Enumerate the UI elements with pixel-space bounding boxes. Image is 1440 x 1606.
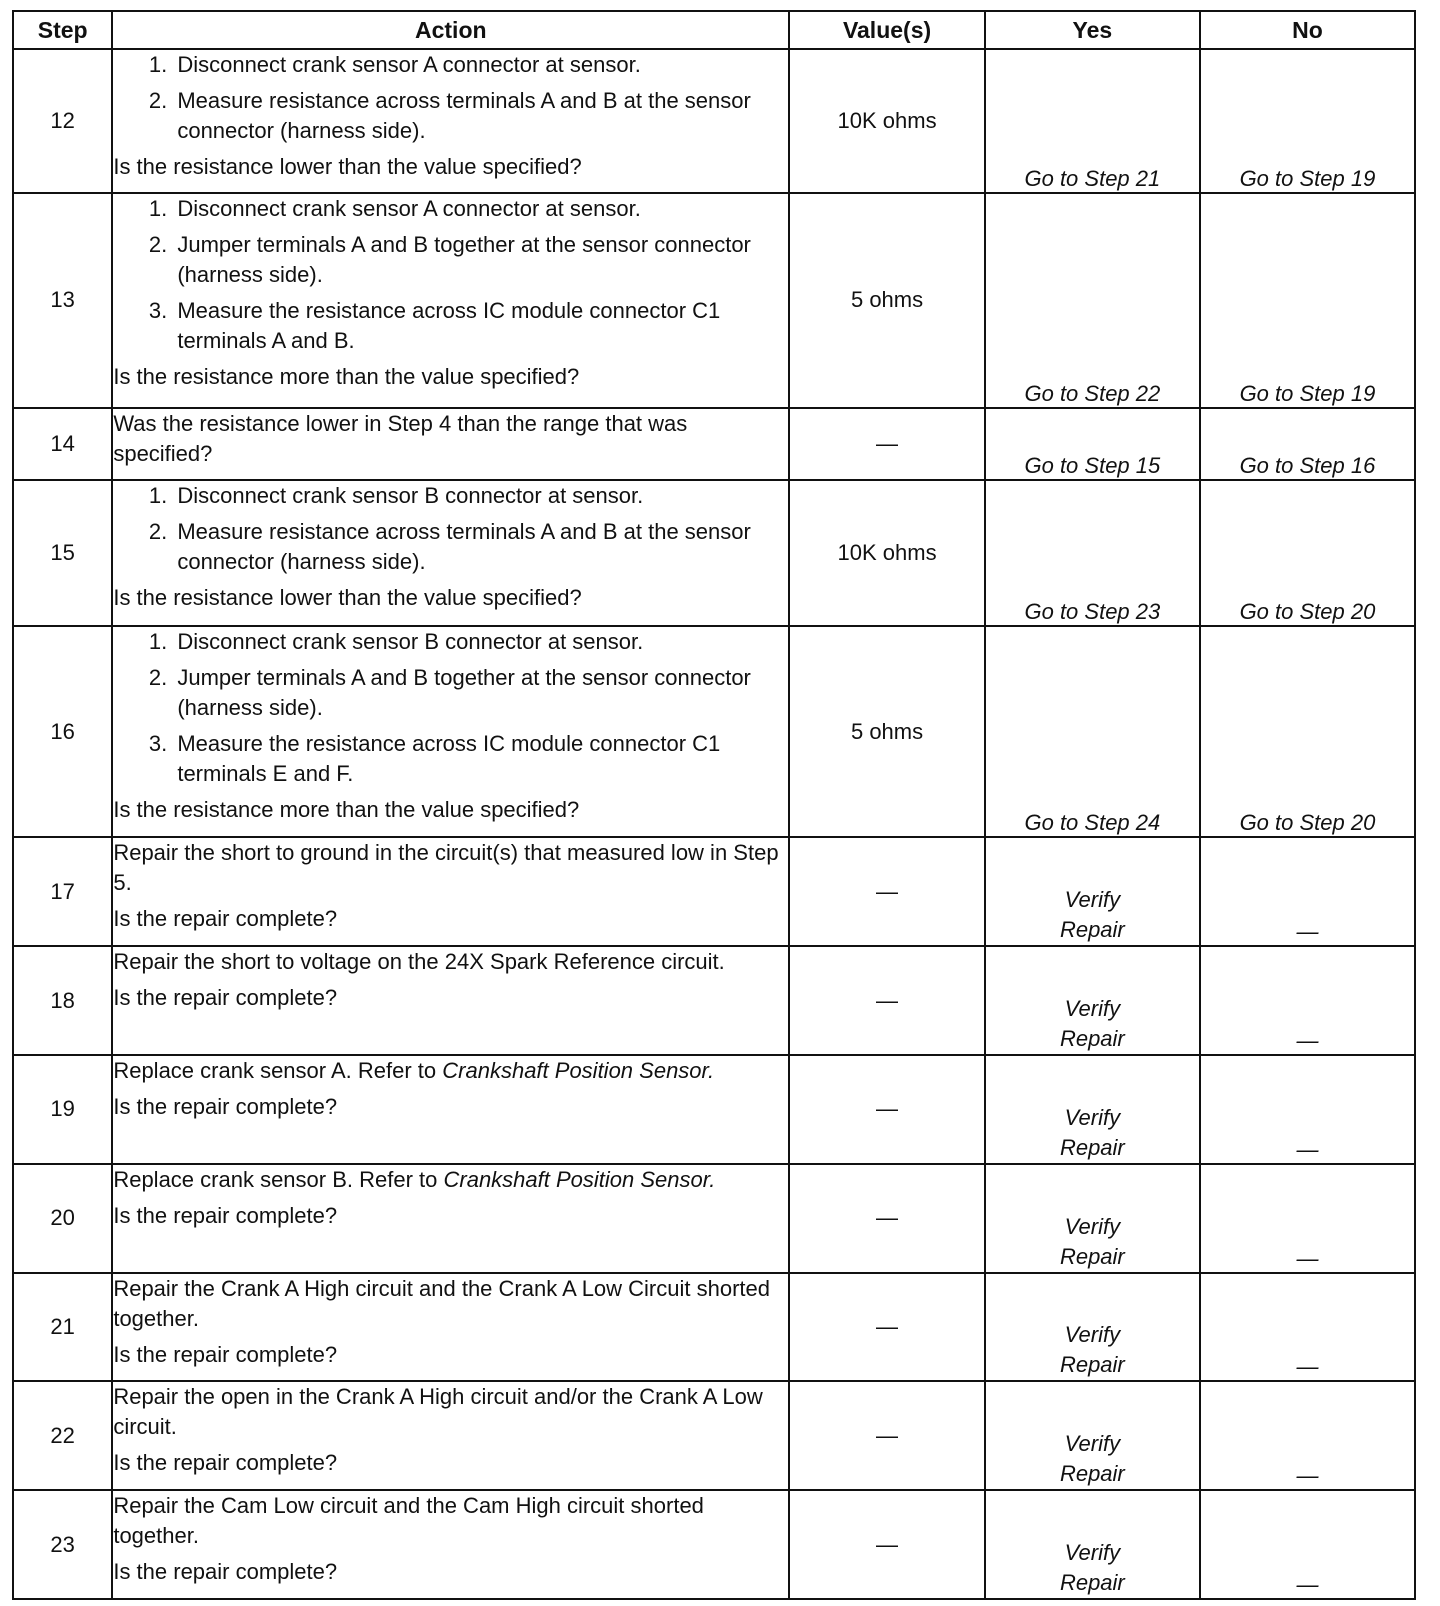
step-number: 19	[13, 1055, 112, 1164]
step-number: 17	[13, 837, 112, 946]
step-yes	[985, 837, 1200, 946]
step-action	[112, 1164, 789, 1273]
yes-verify: Verify	[1064, 1104, 1121, 1130]
step-action	[112, 1381, 789, 1490]
step-yes: Go to Step 15	[985, 408, 1200, 480]
action-item: 3. Measure the resistance across IC module connector C1 terminals E and F.	[173, 729, 788, 789]
step-row-15	[13, 480, 1415, 626]
action-item: 3. Measure the resistance across IC module connector C1 terminals A and B.	[173, 296, 788, 356]
step-no: —	[1200, 1381, 1415, 1490]
step-no: —	[1200, 946, 1415, 1055]
step-yes: Go to Step 23	[985, 480, 1200, 626]
step-value: —	[789, 1381, 985, 1490]
step-question: Is the repair complete?	[113, 1559, 338, 1585]
step-number: 20	[13, 1164, 112, 1273]
step-number: 21	[13, 1273, 112, 1382]
step-value: 10K ohms	[789, 480, 985, 626]
step-no: Go to Step 16	[1200, 408, 1415, 480]
step-action	[112, 626, 789, 837]
step-no: —	[1200, 1055, 1415, 1164]
step-action	[112, 193, 789, 409]
step-yes	[985, 946, 1200, 1055]
step-action	[112, 1490, 789, 1599]
step-row-23	[13, 1490, 1415, 1599]
step-question: Is the repair complete?	[113, 1093, 338, 1119]
action-item: 2. Measure resistance across terminals A and B at the sensor connector (harness side).	[173, 86, 788, 146]
step-instruction: Repair the short to ground in the circuit(s) that measured low in Step 5.	[113, 840, 779, 896]
yes-verify: Verify	[1064, 1322, 1121, 1348]
step-yes: Go to Step 24	[985, 626, 1200, 837]
action-item: 1. Disconnect crank sensor B connector at sensor.	[173, 481, 788, 511]
instruction-reference: Crankshaft Position Sensor.	[442, 1057, 715, 1083]
step-row-16	[13, 626, 1415, 837]
step-value: —	[789, 1273, 985, 1382]
step-action	[112, 49, 789, 193]
step-question: Is the resistance lower than the value specified?	[113, 154, 582, 179]
instruction-reference: Crankshaft Position Sensor.	[443, 1166, 716, 1192]
action-list	[113, 50, 788, 146]
step-value: —	[789, 946, 985, 1055]
step-yes	[985, 1490, 1200, 1599]
yes-repair: Repair	[1059, 1025, 1125, 1051]
action-list	[113, 627, 788, 789]
step-row-13	[13, 193, 1415, 409]
action-item: 1. Disconnect crank sensor A connector at sensor.	[173, 50, 788, 80]
step-number: 16	[13, 626, 112, 837]
action-list	[113, 194, 788, 356]
step-number: 12	[13, 49, 112, 193]
step-instruction	[113, 1165, 788, 1195]
step-action	[112, 480, 789, 626]
step-number: 22	[13, 1381, 112, 1490]
step-value: —	[789, 408, 985, 480]
step-row-12	[13, 49, 1415, 193]
yes-verify: Verify	[1064, 1540, 1121, 1565]
action-item: 2. Jumper terminals A and B together at the sensor connector (harness side).	[173, 663, 788, 723]
step-no: Go to Step 20	[1200, 480, 1415, 626]
yes-repair: Repair	[1059, 1570, 1125, 1595]
header-row	[13, 11, 1415, 49]
instruction-text: Replace crank sensor A. Refer to	[113, 1057, 437, 1083]
step-action	[112, 837, 789, 946]
step-instruction: Repair the short to voltage on the 24X Spark Reference circuit.	[113, 949, 725, 975]
header-yes: Yes	[985, 11, 1200, 49]
yes-verify: Verify	[1064, 995, 1121, 1021]
yes-repair: Repair	[1059, 1461, 1125, 1487]
step-question: Is the repair complete?	[113, 1202, 338, 1228]
step-instruction: Repair the Cam Low circuit and the Cam High circuit shorted together.	[113, 1493, 704, 1549]
step-row-17	[13, 837, 1415, 946]
step-no: —	[1200, 1490, 1415, 1599]
yes-repair: Repair	[1059, 1352, 1125, 1378]
yes-repair: Repair	[1059, 917, 1125, 943]
step-action	[112, 408, 789, 480]
step-value: 10K ohms	[789, 49, 985, 193]
action-item: 2. Measure resistance across terminals A and B at the sensor connector (harness side).	[173, 517, 788, 577]
step-yes	[985, 1273, 1200, 1382]
action-item: 1. Disconnect crank sensor B connector at sensor.	[173, 627, 788, 657]
step-row-14	[13, 408, 1415, 480]
step-yes: Go to Step 21	[985, 49, 1200, 193]
step-no: Go to Step 20	[1200, 626, 1415, 837]
step-no: —	[1200, 1273, 1415, 1382]
step-question: Is the repair complete?	[113, 1450, 338, 1476]
action-item: 1. Disconnect crank sensor A connector at sensor.	[173, 194, 788, 224]
step-row-20	[13, 1164, 1415, 1273]
header-action: Action	[112, 11, 789, 49]
step-yes	[985, 1381, 1200, 1490]
step-action	[112, 1273, 789, 1382]
step-row-19	[13, 1055, 1415, 1164]
step-question: Is the resistance more than the value specified?	[113, 796, 580, 822]
step-question: Was the resistance lower in Step 4 than the range that was specified?	[113, 411, 688, 467]
step-instruction	[113, 1056, 788, 1086]
step-action	[112, 1055, 789, 1164]
step-question: Is the repair complete?	[113, 906, 338, 932]
diagnostic-steps-table	[12, 10, 1416, 1600]
step-question: Is the repair complete?	[113, 985, 338, 1011]
step-question: Is the resistance lower than the value specified?	[113, 585, 582, 611]
header-values: Value(s)	[789, 11, 985, 49]
yes-verify: Verify	[1064, 1431, 1121, 1457]
step-number: 15	[13, 480, 112, 626]
step-action	[112, 946, 789, 1055]
action-list	[113, 481, 788, 577]
step-value: —	[789, 1055, 985, 1164]
step-number: 13	[13, 193, 112, 409]
yes-verify: Verify	[1064, 1213, 1121, 1239]
step-instruction: Repair the open in the Crank A High circuit and/or the Crank A Low circuit.	[113, 1384, 763, 1440]
step-value: —	[789, 837, 985, 946]
step-number: 23	[13, 1490, 112, 1599]
step-row-18	[13, 946, 1415, 1055]
step-yes	[985, 1164, 1200, 1273]
step-value: 5 ohms	[789, 626, 985, 837]
step-question: Is the resistance more than the value specified?	[113, 363, 580, 389]
step-value: —	[789, 1164, 985, 1273]
step-row-21	[13, 1273, 1415, 1382]
header-step: Step	[13, 11, 112, 49]
step-yes: Go to Step 22	[985, 193, 1200, 409]
step-number: 18	[13, 946, 112, 1055]
step-value: —	[789, 1490, 985, 1599]
step-number: 14	[13, 408, 112, 480]
step-yes	[985, 1055, 1200, 1164]
step-value: 5 ohms	[789, 193, 985, 409]
yes-repair: Repair	[1059, 1243, 1125, 1269]
step-no: Go to Step 19	[1200, 49, 1415, 193]
step-question: Is the repair complete?	[113, 1341, 338, 1367]
yes-verify: Verify	[1064, 887, 1121, 913]
action-item: 2. Jumper terminals A and B together at the sensor connector (harness side).	[173, 230, 788, 290]
step-row-22	[13, 1381, 1415, 1490]
instruction-text: Replace crank sensor B. Refer to	[113, 1166, 438, 1192]
step-no: —	[1200, 1164, 1415, 1273]
step-no: —	[1200, 837, 1415, 946]
step-no: Go to Step 19	[1200, 193, 1415, 409]
header-no: No	[1200, 11, 1415, 49]
step-instruction: Repair the Crank A High circuit and the Crank A Low Circuit shorted together.	[113, 1275, 770, 1331]
yes-repair: Repair	[1059, 1134, 1125, 1160]
